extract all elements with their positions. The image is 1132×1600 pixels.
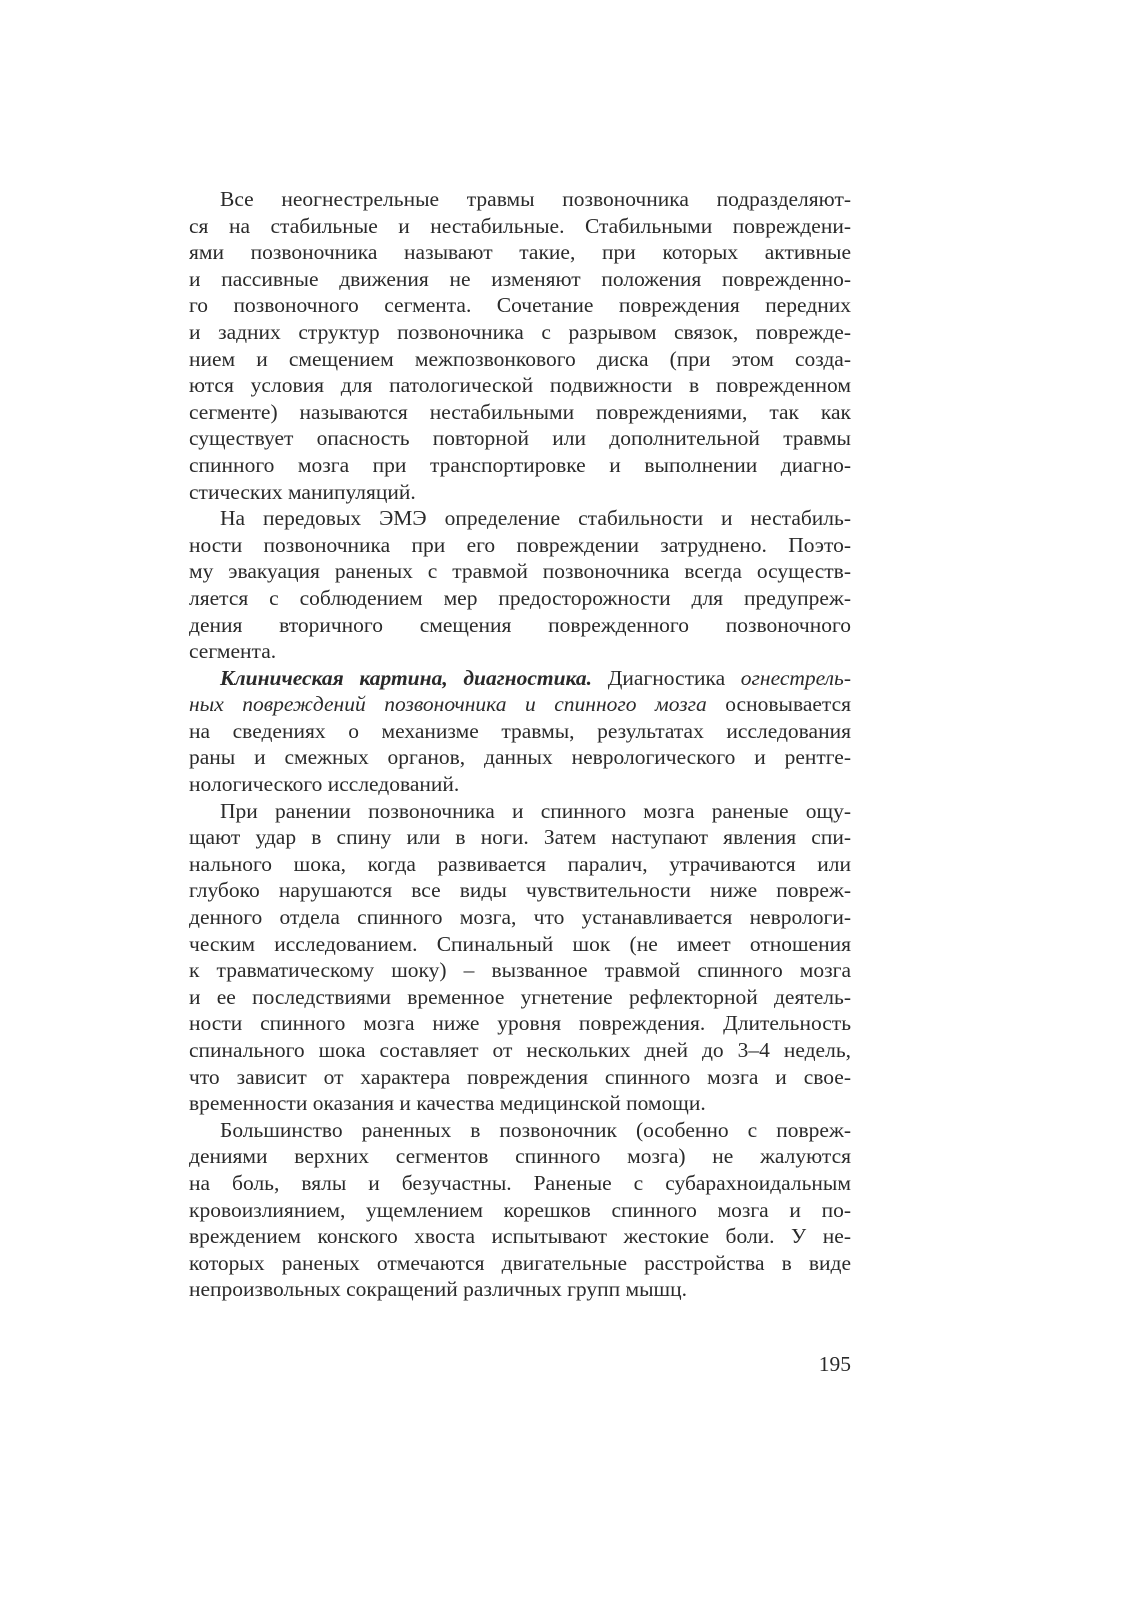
text-segment: основывается <box>706 692 851 717</box>
text-segment: нального шока, когда развивается паралич, утрачиваются или <box>189 851 851 876</box>
text-line <box>189 479 851 506</box>
text-line <box>189 744 851 771</box>
text-line <box>189 266 851 293</box>
text-segment: му эвакуация раненых с травмой позвоночника всегда осуществ- <box>189 559 851 584</box>
text-line <box>189 851 851 878</box>
text-line <box>189 425 851 452</box>
text-segment: огнестрель- <box>740 665 851 690</box>
text-line <box>189 798 851 825</box>
text-segment: к травматическому шоку) – вызванное травмой спинного мозга <box>189 958 851 983</box>
text-line <box>189 1143 851 1170</box>
body-text <box>189 186 851 1303</box>
text-segment: ности позвоночника при его повреждении затруднено. Поэто- <box>189 532 851 557</box>
text-segment: непроизвольных сокращений различных групп мышц. <box>189 1277 687 1302</box>
text-segment: на боль, вялы и безучастны. Раненые с субарахноидальным <box>189 1170 851 1195</box>
text-segment: существует опасность повторной или дополнительной травмы <box>189 426 851 451</box>
text-segment: и пассивные движения не изменяют положения поврежденно- <box>189 266 851 291</box>
text-line <box>189 957 851 984</box>
text-line <box>189 532 851 559</box>
text-segment: нологического исследований. <box>189 772 460 797</box>
text-segment: дениями верхних сегментов спинного мозга) не жалуются <box>189 1144 851 1169</box>
text-segment: го позвоночного сегмента. Сочетание повреждения передних <box>189 293 851 318</box>
text-line <box>189 771 851 798</box>
text-line <box>189 665 851 692</box>
text-line <box>189 372 851 399</box>
text-line <box>189 399 851 426</box>
text-segment: денного отдела спинного мозга, что устанавливается неврологи- <box>189 905 851 930</box>
text-segment: Диагностика <box>592 665 741 690</box>
text-segment: кровоизлиянием, ущемлением корешков спинного мозга и по- <box>189 1197 851 1222</box>
text-segment: спинального шока составляет от нескольких дней до 3–4 недель, <box>189 1038 851 1062</box>
text-line <box>189 558 851 585</box>
text-segment: нием и смещением межпозвонкового диска (при этом созда- <box>189 346 851 371</box>
text-line <box>189 1037 851 1064</box>
text-segment: ляется с соблюдением мер предосторожности для предупреж- <box>189 585 851 610</box>
text-line <box>189 877 851 904</box>
text-line <box>189 1064 851 1091</box>
text-line <box>189 904 851 931</box>
text-segment: и ее последствиями временное угнетение рефлекторной деятель- <box>189 984 851 1009</box>
text-segment: ями позвоночника называют такие, при которых активные <box>189 240 851 265</box>
text-segment: щают удар в спину или в ноги. Затем наступают явления спи- <box>189 825 851 850</box>
text-segment: На передовых ЭМЭ определение стабильности и нестабиль- <box>220 506 851 531</box>
text-line <box>189 452 851 479</box>
text-line <box>189 718 851 745</box>
text-line <box>189 1250 851 1277</box>
text-segment: которых раненых отмечаются двигательные расстройства в виде <box>189 1250 851 1275</box>
text-line <box>189 292 851 319</box>
text-segment: Клиническая картина, диагностика. <box>220 665 593 690</box>
text-line <box>189 1010 851 1037</box>
text-line <box>189 585 851 612</box>
text-line <box>189 346 851 373</box>
text-line <box>189 505 851 532</box>
text-line <box>189 1276 851 1303</box>
text-segment: глубоко нарушаются все виды чувствительности ниже повреж- <box>189 878 851 903</box>
text-segment: вреждением конского хвоста испытывают жестокие боли. У не- <box>189 1224 851 1249</box>
page-number: 195 <box>818 1352 851 1376</box>
text-line <box>189 239 851 266</box>
text-segment: сегменте) называются нестабильными повреждениями, так как <box>189 399 851 424</box>
text-segment: ческим исследованием. Спинальный шок (не имеет отношения <box>189 931 851 956</box>
text-line <box>189 186 851 213</box>
text-segment: Все неогнестрельные травмы позвоночника подразделяют- <box>220 187 851 211</box>
text-segment: сегмента. <box>189 639 277 664</box>
text-segment: ности спинного мозга ниже уровня повреждения. Длительность <box>189 1011 851 1036</box>
text-line <box>189 319 851 346</box>
text-line <box>189 1223 851 1250</box>
text-line <box>189 931 851 958</box>
text-line <box>189 1170 851 1197</box>
text-line <box>189 612 851 639</box>
text-segment: дения вторичного смещения поврежденного позвоночного <box>189 612 851 637</box>
text-line <box>189 824 851 851</box>
text-segment: на сведениях о механизме травмы, результатах исследования <box>189 718 851 743</box>
text-segment: ных повреждений позвоночника и спинного мозга <box>189 692 707 717</box>
text-segment: При ранении позвоночника и спинного мозга раненые ощу- <box>220 798 851 823</box>
text-segment: стических манипуляций. <box>189 479 416 504</box>
text-segment: раны и смежных органов, данных неврологического и рентге- <box>189 745 851 770</box>
text-segment: Большинство раненных в позвоночник (особенно с повреж- <box>220 1117 851 1142</box>
text-segment: спинного мозга при транспортировке и выполнении диагно- <box>189 452 851 477</box>
text-line <box>189 984 851 1011</box>
text-line <box>189 638 851 665</box>
text-line <box>189 213 851 240</box>
text-line <box>189 1117 851 1144</box>
text-segment: что зависит от характера повреждения спинного мозга и свое- <box>189 1064 851 1089</box>
text-segment: ся на стабильные и нестабильные. Стабильными повреждени- <box>189 213 851 238</box>
text-line <box>189 1090 851 1117</box>
text-line <box>189 691 851 718</box>
text-segment: ются условия для патологической подвижности в поврежденном <box>189 373 851 398</box>
text-segment: и задних структур позвоночника с разрывом связок, поврежде- <box>189 319 851 344</box>
text-line <box>189 1197 851 1224</box>
text-segment: временности оказания и качества медицинской помощи. <box>189 1091 706 1116</box>
